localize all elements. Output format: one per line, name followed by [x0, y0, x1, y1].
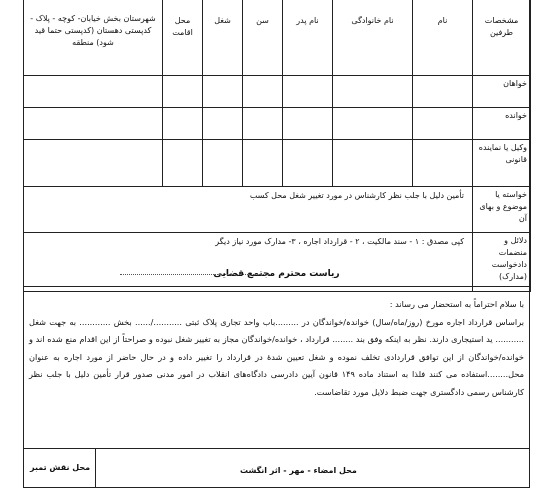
- stamp-area[interactable]: محل نقش تمبر: [30, 463, 91, 472]
- row-label-plaintiff: خواهان: [473, 76, 531, 108]
- court-name-line[interactable]: [120, 274, 270, 275]
- letter-body: [23, 296, 530, 401]
- evidence-label: دلائل و منضمات دادخواست (مدارک): [473, 233, 531, 292]
- stamp-box-divider: [95, 448, 96, 488]
- request-value[interactable]: تأمین دلیل با جلب نظر کارشناس در مورد تغییر شغل محل کسب: [24, 187, 473, 233]
- header-father-name: نام پدر: [283, 0, 333, 76]
- header-age: سن: [243, 0, 283, 76]
- signature-area[interactable]: محل امضاء - مهر - اثر انگشت: [240, 466, 357, 475]
- letter-title: ریاست محترم مجتمع قضایی: [23, 262, 530, 287]
- form-border: [23, 0, 530, 488]
- request-label: خواسته یا موضوع و بهای آن: [473, 187, 531, 233]
- footer-divider: [23, 448, 530, 449]
- header-parties: مشخصات طرفین: [473, 0, 531, 76]
- row-label-lawyer: وکیل یا نماینده قانونی: [473, 140, 531, 187]
- header-residence: محل اقامت: [163, 0, 203, 76]
- header-first-name: نام: [413, 0, 473, 76]
- header-job: شغل: [203, 0, 243, 76]
- row-label-defendant: خوانده: [473, 108, 531, 140]
- letter-paragraph: براساس قرارداد اجاره مورخ (روز/ماه/سال) خواندہ/خواندگان در .........باب واحد تجاری پلاک ثبتی .........../...... بخش ............ به جهت شغل ........... ید استیجاری دارند. نظر به اینکه وفق بند ........ قرارداد ، خوانده/خواندگان مجاز به تغییر شغل نبوده و صراحتاً از این اقدام منع شده اند و خوانده/خواندگان از این توافق قراردادی تخلف نموده و شغل تعیین شدۀ در قرارداد را تغییر داده و در حال حاضر از مورد اجاره به عنوان محل........استفاده می کنند فلذا به استناد ماده ۱۴۹ قانون آیین دادرسی دادگاه‌های انقلاب در امور مدنی صدور قرار تأمین دلیل با جلب نظر کارشناس رسمی دادگستری جهت ضبط دلایل مورد تقاضاست.: [29, 316, 524, 397]
- evidence-value[interactable]: کپی مصدق : ۱ - سند مالکیت ، ۲ - قرارداد اجاره ، ۳- مدارک مورد نیاز دیگر: [24, 233, 473, 292]
- header-last-name: نام خانوادگی: [333, 0, 413, 76]
- letter-greeting: با سلام احتراماً به استحضار می رساند :: [389, 299, 524, 309]
- header-address: شهرستان بخش خیابان- کوچه - پلاک - کدپستی دهستان (کدپستی حتما قید شود) منطقه: [24, 0, 163, 76]
